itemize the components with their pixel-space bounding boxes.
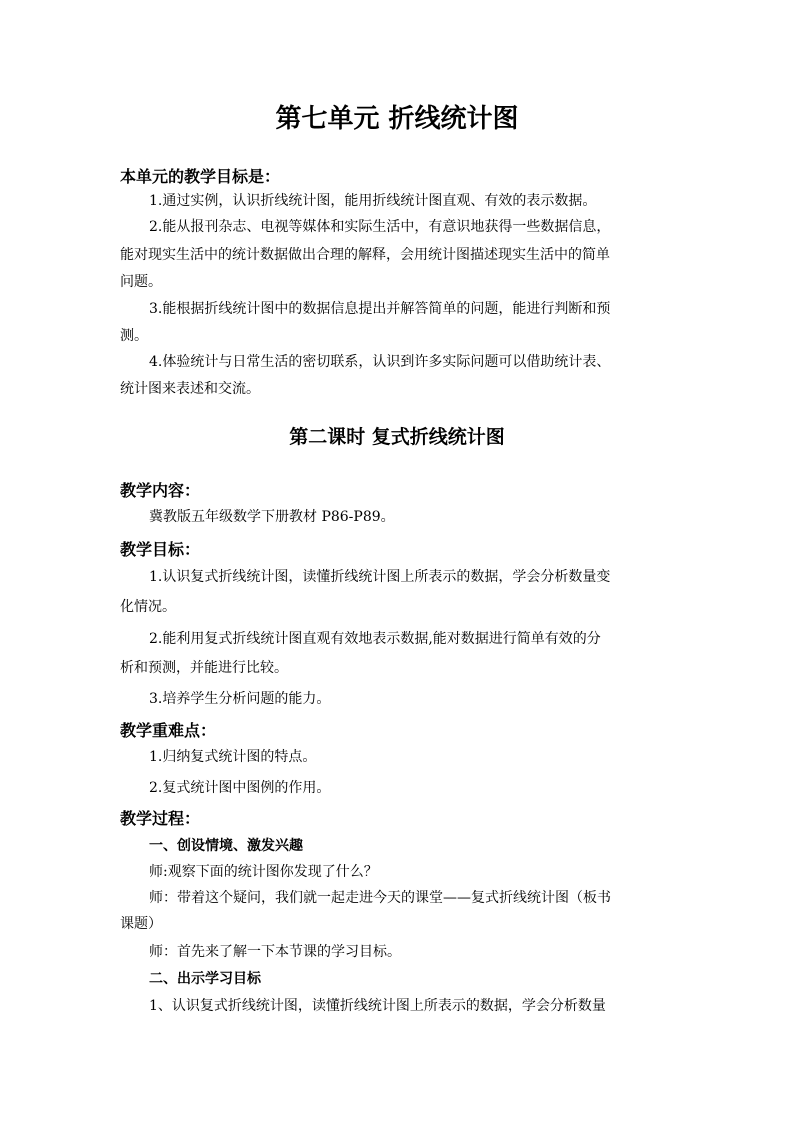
- process-line: 师:观察下面的统计图你发现了什么？: [149, 864, 378, 880]
- content-text: 冀教版五年级数学下册教材 P86-P89。: [149, 509, 395, 525]
- objective-line: 3.培养学生分析问题的能力。: [149, 691, 331, 707]
- unit-goals-heading: 本单元的教学目标是：: [120, 167, 281, 186]
- process-heading: 教学过程：: [120, 809, 201, 828]
- unit-goal-line: 统计图来表述和交流。: [120, 381, 260, 397]
- process-line: 师：带着这个疑问，我们就一起走进今天的课堂——复式折线统计图（板书: [149, 890, 611, 906]
- process-line: 课题）: [120, 916, 162, 932]
- objective-line: 化情况。: [120, 599, 176, 615]
- objectives-heading: 教学目标：: [120, 540, 201, 559]
- unit-goal-line: 2.能从报刊杂志、电视等媒体和实际生活中，有意识地获得一些数据信息，: [149, 219, 611, 235]
- lesson-title: 第二课时 复式折线统计图: [289, 426, 505, 448]
- key-points-heading: 教学重难点：: [120, 721, 217, 740]
- unit-title: 第七单元 折线统计图: [275, 104, 519, 134]
- objective-line: 2.能利用复式折线统计图直观有效地表示数据,能对数据进行简单有效的分: [149, 631, 601, 647]
- unit-goal-line: 问题。: [120, 274, 162, 290]
- unit-goal-line: 1.通过实例，认识折线统计图，能用折线统计图直观、有效的表示数据。: [149, 193, 597, 209]
- process-step-1: 一、创设情境、激发兴趣: [149, 838, 303, 854]
- objective-line: 析和预测，并能进行比较。: [120, 660, 288, 676]
- objective-line: 1.认识复式折线统计图，读懂折线统计图上所表示的数据，学会分析数量变: [149, 569, 611, 585]
- process-step-2: 二、出示学习目标: [149, 971, 261, 987]
- unit-goal-line: 4.体验统计与日常生活的密切联系，认识到许多实际问题可以借助统计表、: [149, 354, 611, 370]
- unit-goal-line: 能对现实生活中的统计数据做出合理的解释，会用统计图描述现实生活中的简单: [120, 247, 610, 263]
- key-point-line: 1.归纳复式统计图的特点。: [149, 749, 317, 765]
- unit-goal-line: 测。: [120, 328, 148, 344]
- content-heading: 教学内容：: [120, 481, 201, 500]
- key-point-line: 2.复式统计图中图例的作用。: [149, 780, 331, 796]
- unit-goal-line: 3.能根据折线统计图中的数据信息提出并解答简单的问题，能进行判断和预: [149, 301, 611, 317]
- process-line: 师：首先来了解一下本节课的学习目标。: [149, 944, 401, 960]
- process-line: 1、认识复式折线统计图，读懂折线统计图上所表示的数据，学会分析数量: [149, 998, 606, 1014]
